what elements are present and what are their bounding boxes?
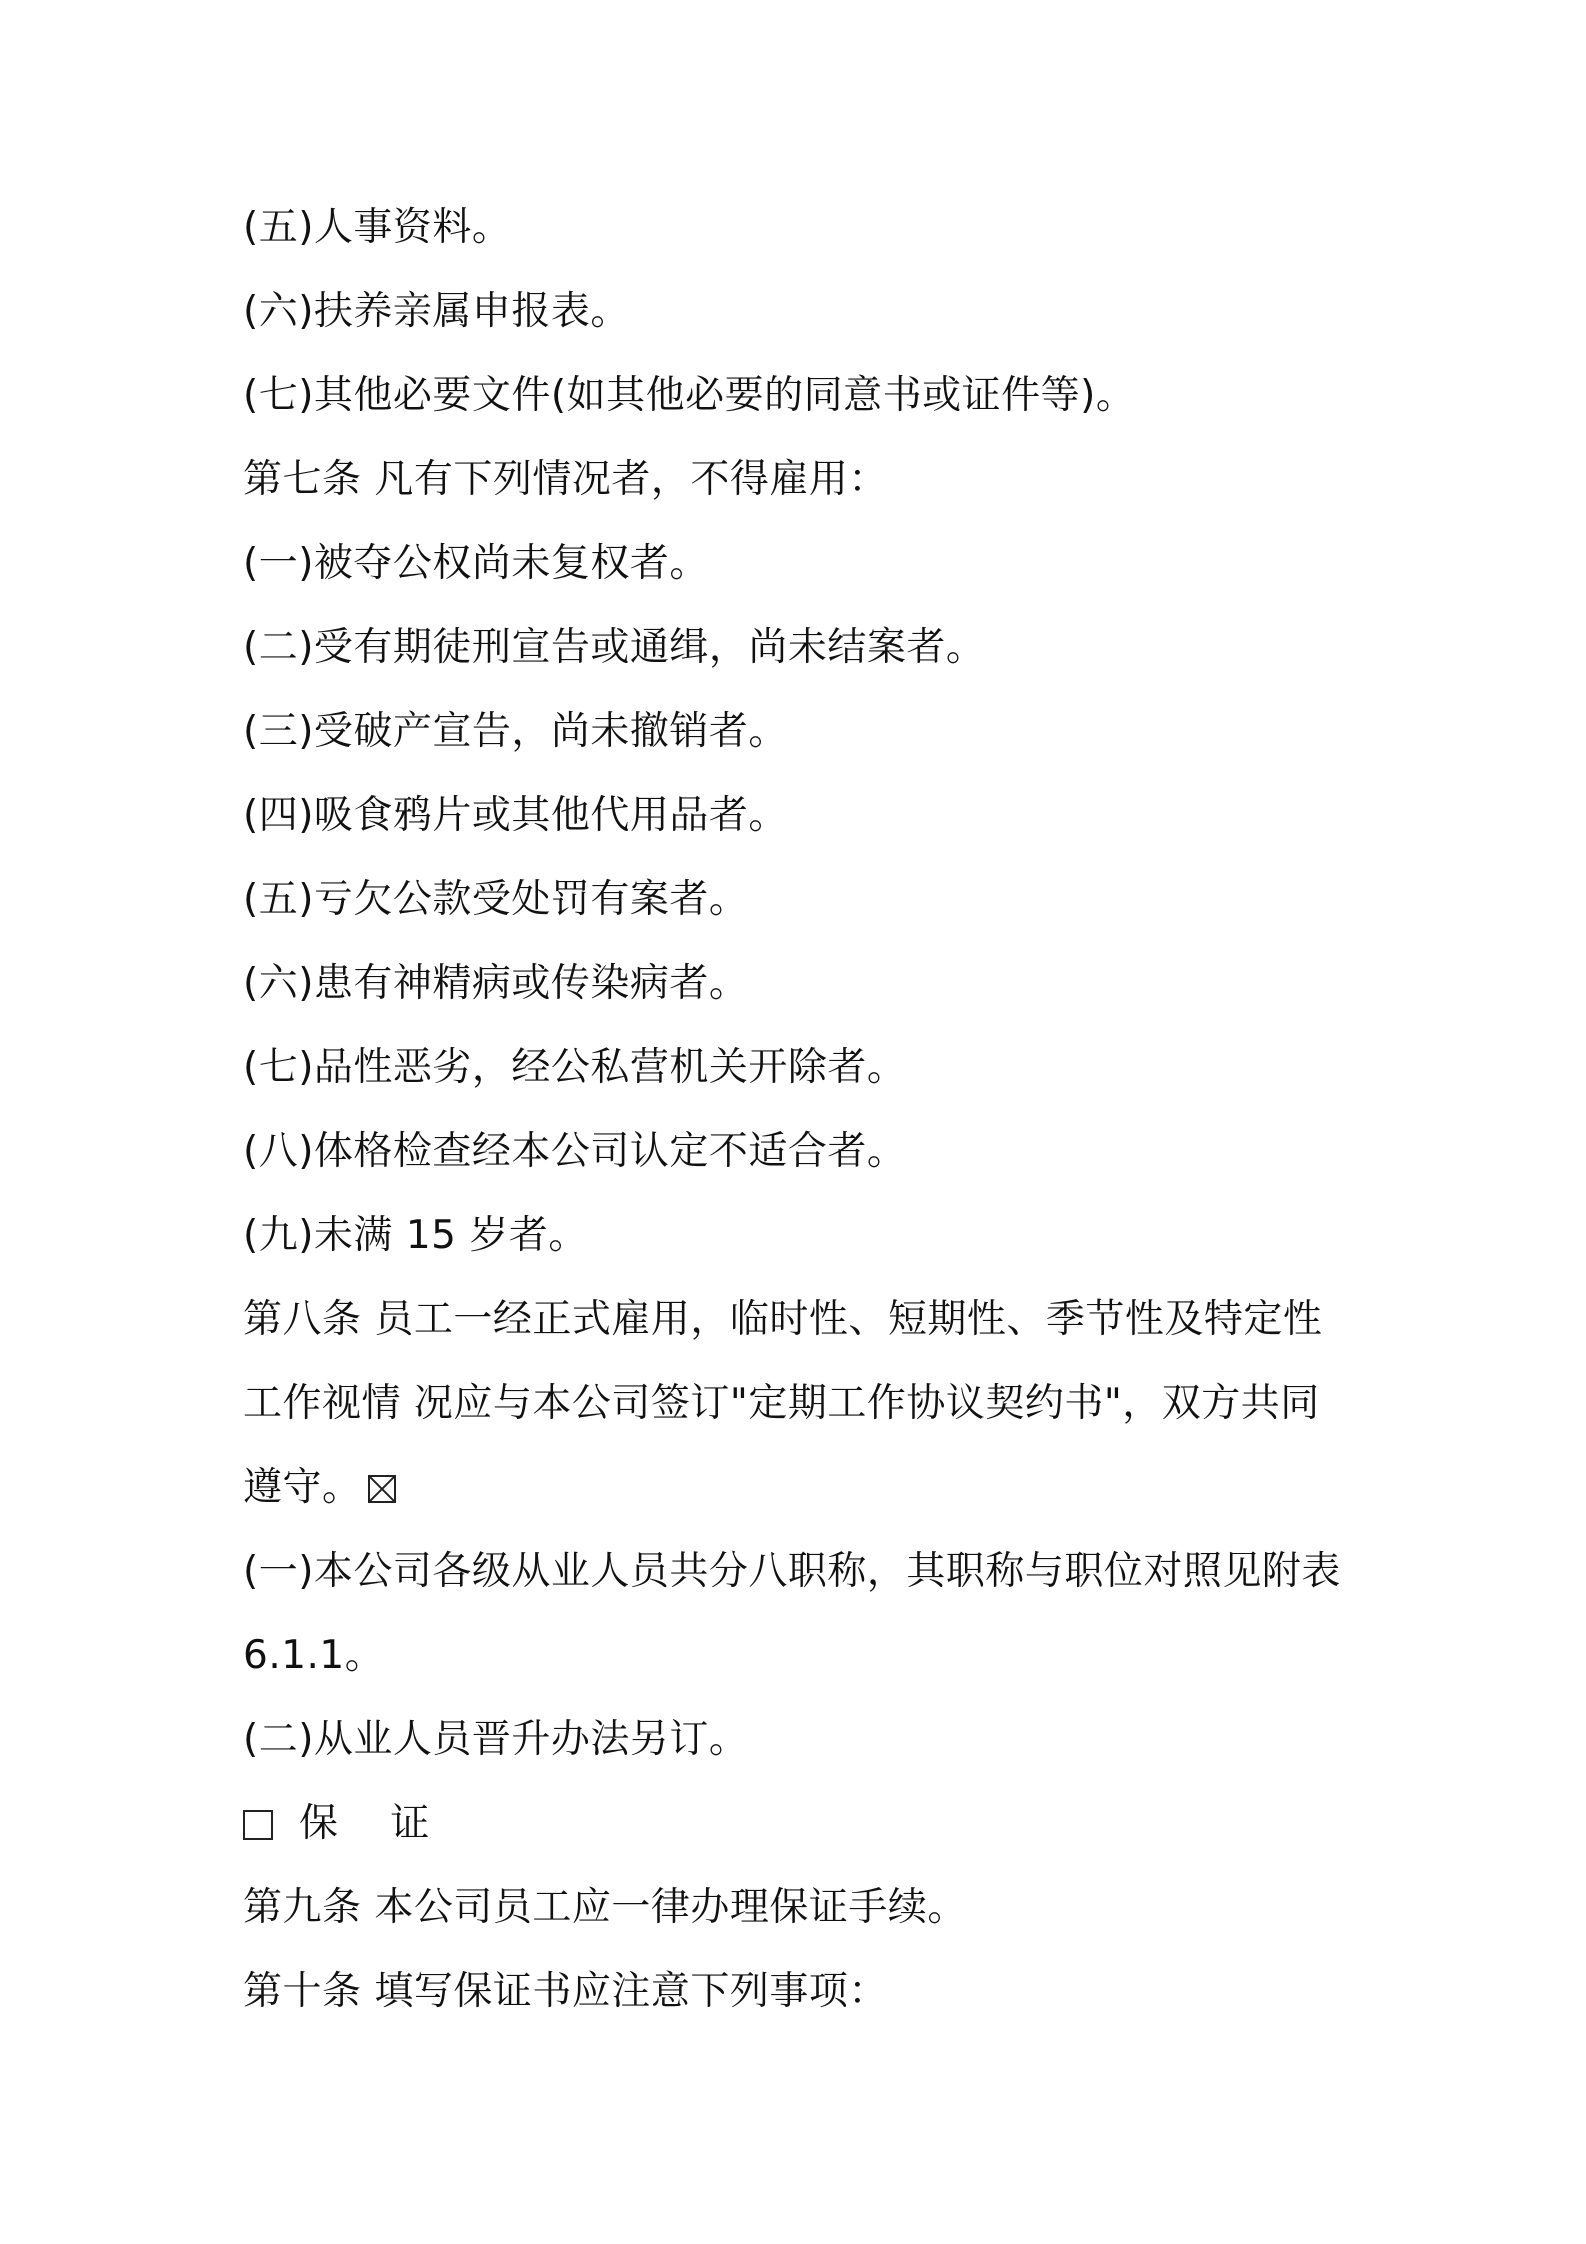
article-7-heading: 第七条 凡有下列情况者，不得雇用： — [243, 457, 888, 502]
empty-checkbox-icon — [243, 1810, 273, 1840]
item-7-other-documents: (七)其他必要文件(如其他必要的同意书或证件等)。 — [243, 373, 1136, 418]
article-8-item-1-line-1: (一)本公司各级从业人员共分八职称，其职称与职位对照见附表 — [243, 1549, 1341, 1594]
article-7-item-8: (八)体格检查经本公司认定不适合者。 — [243, 1129, 907, 1174]
article-8-line-2: 工作视情 况应与本公司签订"定期工作协议契约书"，双方共同 — [243, 1381, 1320, 1426]
article-7-item-3: (三)受破产宣告，尚未撤销者。 — [243, 709, 788, 754]
section-heading-guarantee-text: 保 证 — [299, 1801, 450, 1846]
article-7-item-7: (七)品性恶劣，经公私营机关开除者。 — [243, 1045, 907, 1090]
item-6-dependents-form: (六)扶养亲属申报表。 — [243, 289, 630, 334]
article-7-item-1: (一)被夺公权尚未复权者。 — [243, 541, 709, 586]
article-10: 第十条 填写保证书应注意下列事项： — [243, 1969, 888, 2014]
article-8-line-1: 第八条 员工一经正式雇用，临时性、短期性、季节性及特定性 — [243, 1297, 1323, 1342]
section-heading-guarantee — [243, 1794, 1363, 1854]
item-5-personnel-data: (五)人事资料。 — [243, 205, 512, 250]
article-8-item-2: (二)从业人员晋升办法另订。 — [243, 1717, 749, 1762]
article-7-item-4: (四)吸食鸦片或其他代用品者。 — [243, 793, 788, 838]
article-7-item-5: (五)亏欠公款受处罚有案者。 — [243, 877, 749, 922]
article-7-item-6: (六)患有神精病或传染病者。 — [243, 961, 749, 1006]
article-8-line-3-text: 遵守。 — [243, 1465, 362, 1510]
article-7-item-2: (二)受有期徒刑宣告或通缉，尚未结案者。 — [243, 625, 986, 670]
article-7-item-9: (九)未满 15 岁者。 — [243, 1213, 588, 1258]
crossed-checkbox-icon — [368, 1475, 396, 1503]
article-8-line-3 — [243, 1458, 1363, 1518]
article-9: 第九条 本公司员工应一律办理保证手续。 — [243, 1885, 967, 1930]
article-8-item-1-line-2: 6.1.1。 — [243, 1633, 385, 1678]
